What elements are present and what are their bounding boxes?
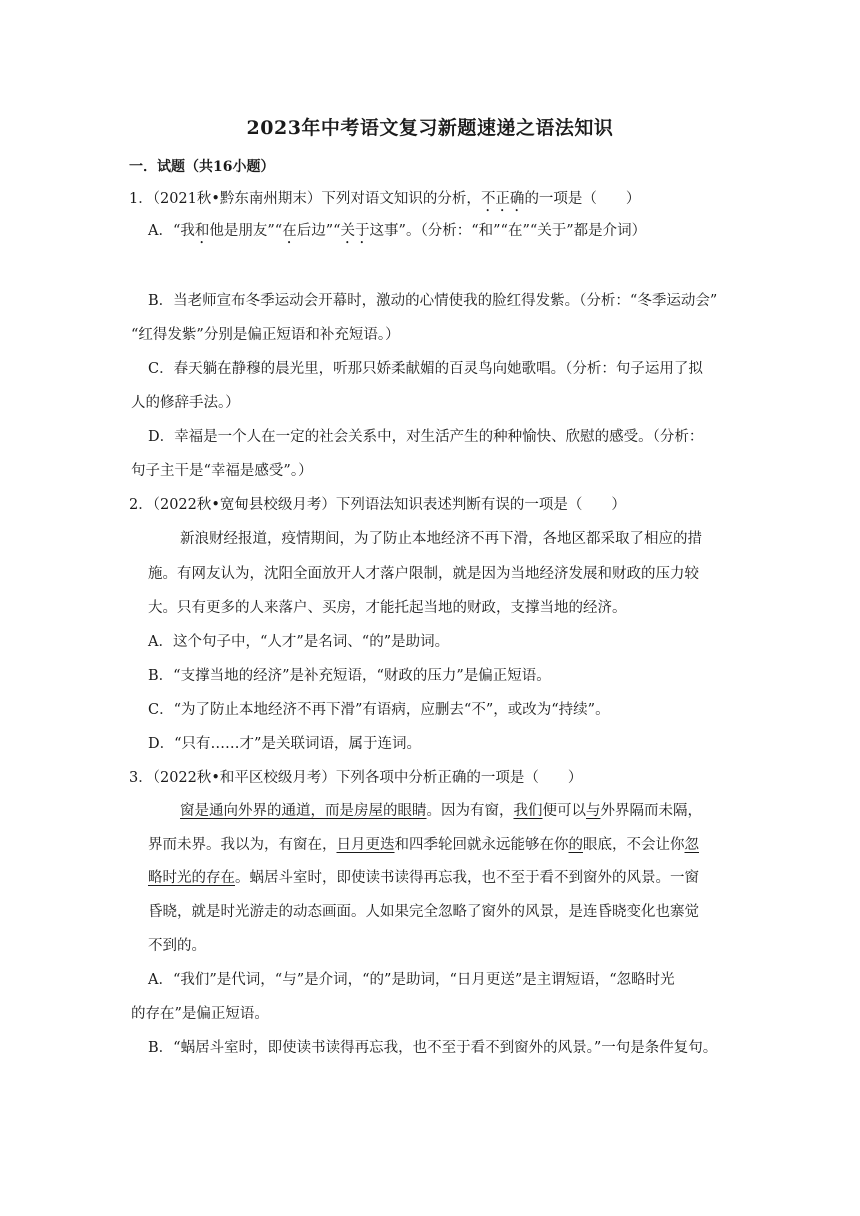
question-3-option-b-line1: B．“蜗居斗室时，即使读书读得再忘我，也不至于看不到窗外的风景。”一句是条件复句。 [148, 1040, 718, 1056]
question-2-passage-line3: 大。只有更多的人来落户、买房，才能托起当地的财政，支撑当地的经济。 [148, 600, 627, 616]
question-3-passage-line1: 窗是通向外界的通道，而是房屋的眼睛。因为有窗，我们便可以与外界隔而未隔， [180, 803, 702, 819]
question-3-passage-line4: 昏晓，就是时光游走的动态画面。人如果完全忽略了窗外的风景，是连昏晓变化也寨觉 [148, 904, 699, 920]
question-3-passage-line5: 不到的。 [148, 938, 206, 954]
question-2-passage-line1: 新浪财经报道，疫情期间，为了防止本地经济不再下滑，各地区都采取了相应的措 [180, 531, 702, 547]
document-title: 2023年中考语文复习新题速递之语法知识 [246, 117, 614, 139]
question-1-option-d-line2: 句子主干是“幸福是感受”。） [131, 463, 313, 479]
question-2-option-c: C．“为了防止本地经济不再下滑”有语病，应删去“不”，或改为“持续”。 [148, 702, 610, 718]
section-heading: 一．试题（共16小题） [129, 159, 275, 175]
question-2-stem: 2．（2022秋•宽甸县校级月考）下列语法知识表述判断有误的一项是（ ） [129, 497, 626, 513]
question-2-passage-line2: 施。有网友认为，沈阳全面放开人才落户限制，就是因为当地经济发展和财政的压力较 [148, 566, 699, 582]
question-3-option-a-line2: 的存在”是偏正短语。 [131, 1006, 269, 1022]
question-3-passage-line3: 略时光的存在。蜗居斗室时，即使读书读得再忘我，也不至于看不到窗外的风景。一窗 [148, 870, 699, 886]
question-2-option-a: A．这个句子中，“人才”是名词、“的”是助词。 [148, 634, 450, 650]
question-1-stem: 1．（2021秋•黔东南州期末）下列对语文知识的分析，不正确的一项是（ ） [129, 191, 641, 207]
question-2-option-d: D．“只有……才”是关联词语，属于连词。 [148, 736, 421, 752]
question-1-option-c-line2: 人的修辞手法。） [131, 395, 240, 411]
question-3-option-a-line1: A．“我们”是代词，“与”是介词，“的”是助词，“日月更送”是主谓短语，“忽略时光 [148, 972, 675, 988]
emphasis-not-correct: 不正确 [480, 191, 525, 207]
question-1-option-b-line1: B．当老师宣布冬季运动会开幕时，激动的心情使我的脸红得发紫。（分析：“冬季运动会” [148, 293, 718, 309]
question-1-option-d-line1: D．幸福是一个人在一定的社会关系中，对生活产生的种种愉快、欣慰的感受。（分析： [148, 429, 704, 445]
question-1-option-a: A．“我和他是朋友”“在后边”“关于这事”。（分析：“和”“在”“关于”都是介词） [148, 223, 647, 239]
question-1-option-c-line1: C．春天躺在静穆的晨光里，听那只娇柔献媚的百灵鸟向她歌唱。（分析：句子运用了拟 [148, 361, 703, 377]
question-1-option-b-line2: “红得发紫”分别是偏正短语和补充短语。） [131, 327, 400, 343]
question-3-passage-line2: 界而未界。我以为，有窗在，日月更迭和四季轮回就永远能够在你的眼底，不会让你忽 [148, 837, 699, 853]
question-3-stem: 3．（2022秋•和平区校级月考）下列各项中分析正确的一项是（ ） [129, 770, 583, 786]
question-2-option-b: B．“支撑当地的经济”是补充短语，“财政的压力”是偏正短语。 [148, 668, 551, 684]
